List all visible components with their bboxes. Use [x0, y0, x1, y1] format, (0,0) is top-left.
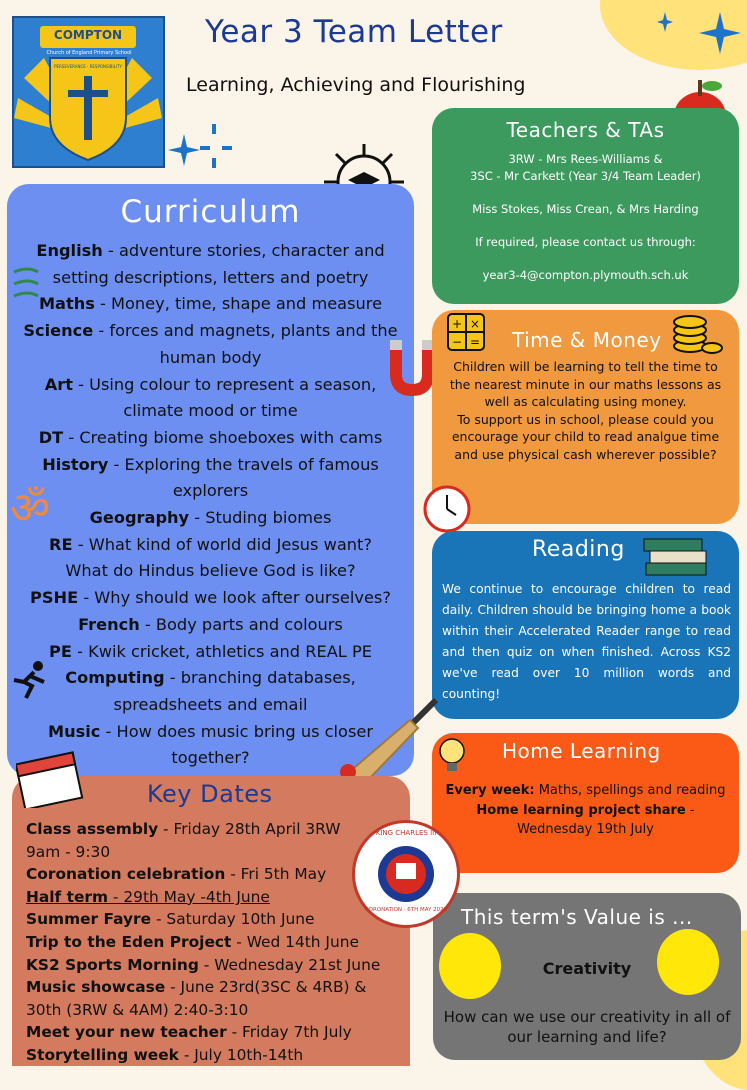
- curriculum-subject: French: [78, 614, 140, 634]
- home-project-share: Home learning project share - Wednesday 19th July: [476, 802, 695, 837]
- key-date-detail: - Saturday 10th June: [151, 910, 315, 929]
- home-every-week: Every week: Maths, spellings and reading: [445, 783, 726, 798]
- key-date-detail: - July 10th-14th: [178, 1045, 304, 1064]
- curriculum-subject: Computing: [65, 668, 165, 688]
- curriculum-line: [7, 372, 414, 399]
- key-date-detail: - June 23rd(3SC & 4RB) &: [165, 978, 367, 997]
- time-money-para-2: To support us in school, please could you encourage your child to read analgue time and use physical cash wherever possible?: [451, 411, 720, 462]
- curriculum-line: [7, 665, 414, 692]
- time-money-para-1: Children will be learning to tell the time to the nearest minute in our maths lessons as well as calculating using money.: [449, 359, 722, 409]
- key-date-line: [26, 931, 380, 954]
- teacher-line-3: Miss Stokes, Miss Crean, & Mrs Harding: [472, 202, 699, 216]
- key-dates-panel: [12, 776, 410, 1066]
- curriculum-list: [7, 238, 414, 772]
- key-date-line: [26, 908, 380, 931]
- curriculum-line: [7, 345, 414, 372]
- key-dates-title: Key Dates: [147, 780, 273, 808]
- curriculum-subject: Geography: [89, 508, 190, 528]
- school-logo: [12, 16, 165, 168]
- key-date-line: [26, 976, 380, 999]
- curriculum-line: [7, 425, 414, 452]
- teachers-panel: [432, 108, 739, 304]
- curriculum-text: - branching databases,: [164, 668, 356, 688]
- curriculum-text: together?: [171, 748, 250, 768]
- teacher-line-2: 3SC - Mr Carkett (Year 3/4 Team Leader): [470, 169, 701, 183]
- time-money-body: [442, 358, 729, 463]
- grass-icon: [10, 262, 40, 312]
- curriculum-text: - Kwik cricket, athletics and REAL PE: [71, 641, 372, 661]
- curriculum-line: [7, 318, 414, 345]
- curriculum-text: setting descriptions, letters and poetry: [52, 267, 369, 287]
- key-date-line: [26, 1021, 380, 1044]
- om-icon: ॐ: [10, 483, 51, 534]
- key-date-detail: - Wednesday 21st June: [198, 955, 381, 974]
- contact-email[interactable]: year3-4@compton.plymouth.sch.uk: [482, 268, 689, 282]
- curriculum-subject: Science: [23, 321, 94, 341]
- page-title: Year 3 Team Letter: [205, 14, 503, 50]
- curriculum-line: [7, 478, 414, 505]
- teacher-line-1: 3RW - Mrs Rees-Williams &: [508, 152, 663, 166]
- curriculum-text: - How does music bring us closer: [100, 721, 374, 741]
- curriculum-text: - adventure stories, character and: [102, 241, 385, 260]
- time-money-title: Time & Money: [512, 328, 662, 352]
- key-dates-list: [26, 818, 380, 1067]
- calendar-icon: [16, 748, 84, 808]
- sparkle-icon: [166, 120, 246, 180]
- lightbulb-icon: [436, 733, 472, 779]
- curriculum-subject: DT: [38, 427, 64, 447]
- key-date-detail: 9am - 9:30: [26, 842, 111, 861]
- clock-icon: [422, 484, 472, 534]
- curriculum-subject: RE: [49, 534, 73, 554]
- key-date-line: [26, 999, 380, 1022]
- curriculum-subject: English: [36, 241, 103, 260]
- key-date-detail: - Friday 7th July: [226, 1023, 352, 1042]
- reading-title: Reading: [532, 537, 625, 562]
- coronation-seal: [352, 820, 460, 928]
- curriculum-subject: Maths: [38, 294, 95, 314]
- curriculum-text: - What kind of world did Jesus want?: [72, 534, 372, 554]
- key-date-event: Half term: [26, 887, 109, 906]
- curriculum-line: [7, 265, 414, 292]
- curriculum-text: human body: [159, 347, 262, 367]
- teacher-line-4: If required, please contact us through:: [475, 235, 696, 249]
- runner-icon: [10, 660, 50, 700]
- curriculum-line: [7, 612, 414, 639]
- curriculum-text: climate mood or time: [123, 401, 298, 421]
- curriculum-text: - Exploring the travels of famous: [108, 454, 379, 474]
- key-date-line: [26, 818, 380, 841]
- page-subtitle: Learning, Achieving and Flourishing: [186, 74, 526, 96]
- curriculum-subject: PSHE: [30, 588, 79, 608]
- key-date-detail: - Wed 14th June: [231, 932, 359, 951]
- curriculum-text: - Why should we look after ourselves?: [78, 588, 391, 608]
- reading-body: We continue to encourage children to read daily. Children should be bringing home a book within their Accelerated Reader range to read and then quiz on when finished. Across KS2 we've read over 10 million words and counting!: [442, 582, 731, 701]
- curriculum-subject: Music: [47, 721, 101, 741]
- value-question: How can we use our creativity in all of our learning and life?: [443, 1008, 731, 1046]
- logo-school-sub: Church of England Primary School: [46, 50, 132, 56]
- curriculum-text: - Studing biomes: [189, 508, 332, 528]
- logo-values: PERSEVERANCE · RESPONSIBILITY: [54, 64, 122, 69]
- key-date-event: Music showcase: [26, 978, 166, 997]
- teachers-title: Teachers & TAs: [506, 118, 665, 142]
- home-learning-title: Home Learning: [502, 739, 661, 763]
- key-date-line: [26, 841, 380, 864]
- sparkle-icon: [695, 8, 745, 58]
- curriculum-subject: Art: [44, 374, 73, 394]
- time-money-panel: [432, 310, 739, 524]
- key-date-line: [26, 886, 380, 909]
- curriculum-line: [7, 585, 414, 612]
- curriculum-title: Curriculum: [120, 194, 301, 230]
- key-date-event: Meet your new teacher: [26, 1023, 227, 1042]
- curriculum-text: spreadsheets and email: [113, 694, 308, 714]
- svg-text:−: −: [452, 335, 463, 349]
- curriculum-text: - Creating biome shoeboxes with cams: [63, 427, 383, 447]
- curriculum-text: explorers: [172, 481, 249, 501]
- curriculum-subject: PE: [49, 641, 72, 661]
- curriculum-panel: [7, 184, 414, 776]
- key-date-line: [26, 1044, 380, 1067]
- svg-text:×: ×: [470, 317, 481, 331]
- curriculum-text: - forces and magnets, plants and the: [93, 321, 398, 341]
- key-date-detail: - 29th May -4th June: [108, 887, 270, 906]
- value-title: This term's Value is ...: [461, 905, 693, 929]
- curriculum-line: [7, 452, 414, 479]
- seal-text-top: KING CHARLES III: [375, 829, 437, 837]
- curriculum-line: [7, 505, 414, 532]
- key-date-event: Trip to the Eden Project: [26, 932, 232, 951]
- books-icon: [640, 529, 712, 581]
- curriculum-text: - Using colour to represent a season,: [72, 374, 377, 394]
- home-learning-body: [442, 781, 729, 840]
- key-date-event: KS2 Sports Morning: [26, 955, 199, 974]
- svg-text:=: =: [470, 335, 481, 349]
- key-date-event: Class assembly: [26, 820, 159, 838]
- curriculum-text: What do Hindus believe God is like?: [65, 561, 356, 581]
- home-learning-panel: [432, 733, 739, 873]
- reading-panel: [432, 531, 739, 719]
- curriculum-line: [7, 558, 414, 585]
- sparkle-icon: [655, 10, 675, 34]
- curriculum-text: - Money, time, shape and measure: [94, 294, 383, 314]
- curriculum-line: [7, 291, 414, 318]
- curriculum-line: [7, 639, 414, 666]
- key-date-detail: - Fri 5th May: [225, 865, 327, 884]
- value-panel: [433, 893, 741, 1060]
- key-date-event: Summer Fayre: [26, 910, 152, 929]
- curriculum-text: - Body parts and colours: [139, 614, 343, 634]
- calculator-icon: [446, 312, 486, 352]
- key-date-event: Coronation celebration: [26, 865, 226, 884]
- key-date-detail: - Friday 28th April 3RW: [158, 820, 341, 838]
- curriculum-subject: History: [42, 454, 109, 474]
- key-date-detail: 30th (3RW & 4AM) 2:40-3:10: [26, 1000, 249, 1019]
- curriculum-line: [7, 532, 414, 559]
- logo-school-name: COMPTON: [53, 28, 123, 42]
- value-word: Creativity: [542, 959, 632, 978]
- key-date-line: [26, 863, 380, 886]
- coins-icon: [670, 310, 726, 358]
- curriculum-line: [7, 398, 414, 425]
- key-date-line: [26, 954, 380, 977]
- curriculum-line: [7, 238, 414, 265]
- svg-text:+: +: [452, 317, 463, 331]
- magnet-icon: [384, 338, 438, 400]
- key-date-event: Storytelling week: [26, 1045, 179, 1064]
- seal-text-bottom: CORONATION · 6TH MAY 2023: [364, 907, 448, 913]
- teachers-body: [432, 151, 739, 284]
